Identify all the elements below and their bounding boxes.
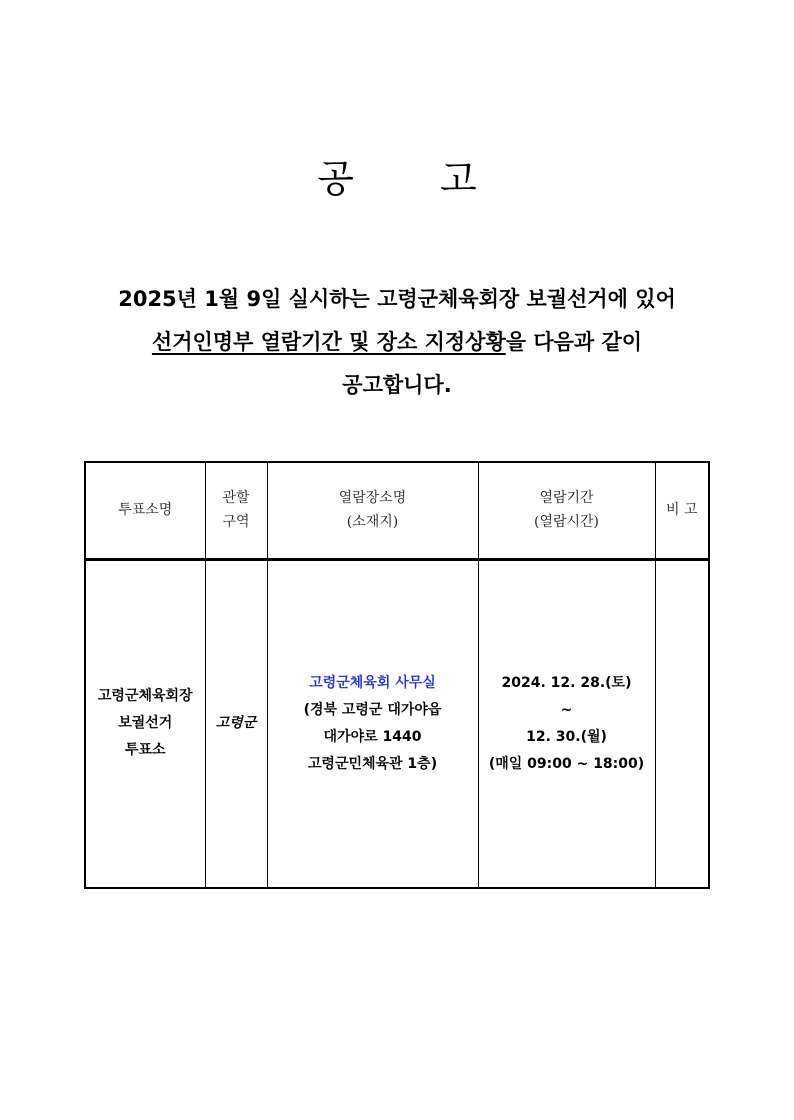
table-row (85, 559, 709, 888)
location-name: 고령군체육회 사무실 (309, 674, 436, 691)
intro-line-3: 공고합니다. (342, 373, 452, 397)
cell-location: 고령군체육회 사무실 (경북 고령군 대가야읍 대가야로 1440 고령군민체육관 1층) (267, 559, 478, 888)
title-char-1: 공 (317, 157, 354, 201)
header-polling-station: 투표소명 (85, 462, 205, 559)
intro-line-2-rest: 을 다음과 같이 (505, 330, 643, 354)
header-remarks: 비 고 (655, 462, 709, 559)
table-header-row (85, 462, 709, 559)
cell-remarks (655, 559, 709, 888)
intro-paragraph (60, 278, 734, 407)
intro-underlined-phrase: 선거인명부 열람기간 및 장소 지정상황 (151, 330, 506, 354)
header-period: 열람기간 (열람시간) (478, 462, 655, 559)
cell-period: 2024. 12. 28.(토) ~ 12. 30.(월) (매일 09:00 ~ 18:00) (478, 559, 655, 888)
intro-line-2 (60, 321, 734, 364)
cell-district: 고령군 (205, 559, 267, 888)
cell-polling-station: 고령군체육회장 보궐선거 투표소 (85, 559, 205, 888)
header-location: 열람장소명 (소재지) (267, 462, 478, 559)
page-title (0, 148, 794, 203)
header-district: 관할 구역 (205, 462, 267, 559)
intro-line-1: 2025년 1월 9일 실시하는 고령군체육회장 보궐선거에 있어 (118, 287, 676, 311)
title-char-2: 고 (440, 157, 477, 201)
notice-table (84, 461, 710, 889)
